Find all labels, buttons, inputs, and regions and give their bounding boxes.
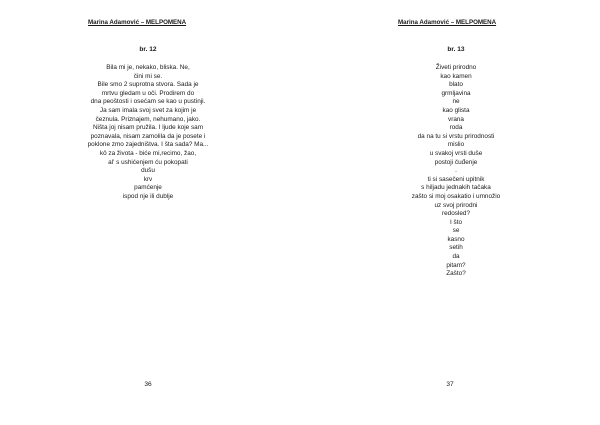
poem-line: dušu xyxy=(141,167,155,175)
poem-line: se xyxy=(452,227,460,235)
poem-line: krv xyxy=(143,175,153,183)
page-number: 37 xyxy=(446,381,454,388)
poem-line: Zašto? xyxy=(446,270,466,278)
poem-line: roda xyxy=(449,124,463,132)
poem-title: br. 13 xyxy=(447,46,465,53)
running-header: Marina Adamović – MELPOMENA xyxy=(398,19,497,26)
poem-line: Ništa joj nisam pružila. I ljude koje sam xyxy=(92,124,204,132)
poem-line: s hiljadu jednakih tačaka xyxy=(421,184,491,192)
poem-line: poklone zmo zajedništva. I šta sada? Ma... xyxy=(87,141,209,149)
poem-line: Ja sam imala svoj svet za kojim je xyxy=(99,106,197,114)
poem-line: postoji čuđenje xyxy=(434,158,478,166)
poem-line: kao kamen xyxy=(440,72,472,80)
poem-line: mrtvu gledam u oči. Prodirem do xyxy=(101,89,195,97)
poem-line: Bila mi je, nekako, bliska. Ne, xyxy=(106,64,190,71)
poem-line: setih xyxy=(449,244,463,252)
poem-line: grmljavina xyxy=(441,89,471,97)
poem-line: redosled? xyxy=(441,210,471,218)
poem-line: . xyxy=(455,167,457,175)
running-header: Marina Adamović – MELPOMENA xyxy=(88,19,187,26)
poem-text xyxy=(376,64,536,279)
poem-text xyxy=(38,64,258,202)
poem-line: uz svoj prirodni xyxy=(434,201,478,209)
poem-line: vrana xyxy=(448,115,464,123)
poem-line: Živeti prirodno xyxy=(435,64,477,71)
poem-title: br. 12 xyxy=(139,46,157,53)
poem-line: ispod nje ili dublje xyxy=(122,192,174,200)
poem-line: dna peoštosti i osećam se kao u pustinji. xyxy=(90,98,206,106)
poem-line: I što xyxy=(449,218,463,226)
poem-line: da na tu si vrstu prirodnosti xyxy=(417,132,495,140)
poem-line: čini mi se. xyxy=(133,72,163,80)
poem-line: u svakoj vrsti duše xyxy=(429,149,483,157)
poem-line: Bile smo 2 suprotna stvora. Sada je xyxy=(97,81,199,89)
page-number: 36 xyxy=(144,381,152,388)
poem-line: da xyxy=(452,253,460,261)
right-page xyxy=(300,0,600,425)
poem-line: kô za života - biće mi,recimo, žao, xyxy=(99,149,197,157)
poem-line: mislio xyxy=(447,141,465,149)
poem-line: zašto si moj osakatio i umnožio xyxy=(411,192,501,200)
poem-line: kao glista xyxy=(442,106,470,114)
poem-line: kasno xyxy=(447,235,465,243)
poem-line: čeznula. Priznajem, nehumano, jako. xyxy=(95,115,201,123)
poem-line: blato xyxy=(449,81,463,89)
poem-line: pamćenje xyxy=(134,184,162,192)
poem-line: ne xyxy=(452,98,460,106)
poem-line: pitam? xyxy=(446,261,466,269)
poem-line: ti si sasečeni upitnik xyxy=(427,175,485,183)
poem-line: al' s ushićenjem ću pokopati xyxy=(108,158,188,166)
poem-line: poznavala, nisam zamolila da je posete i xyxy=(90,132,206,140)
